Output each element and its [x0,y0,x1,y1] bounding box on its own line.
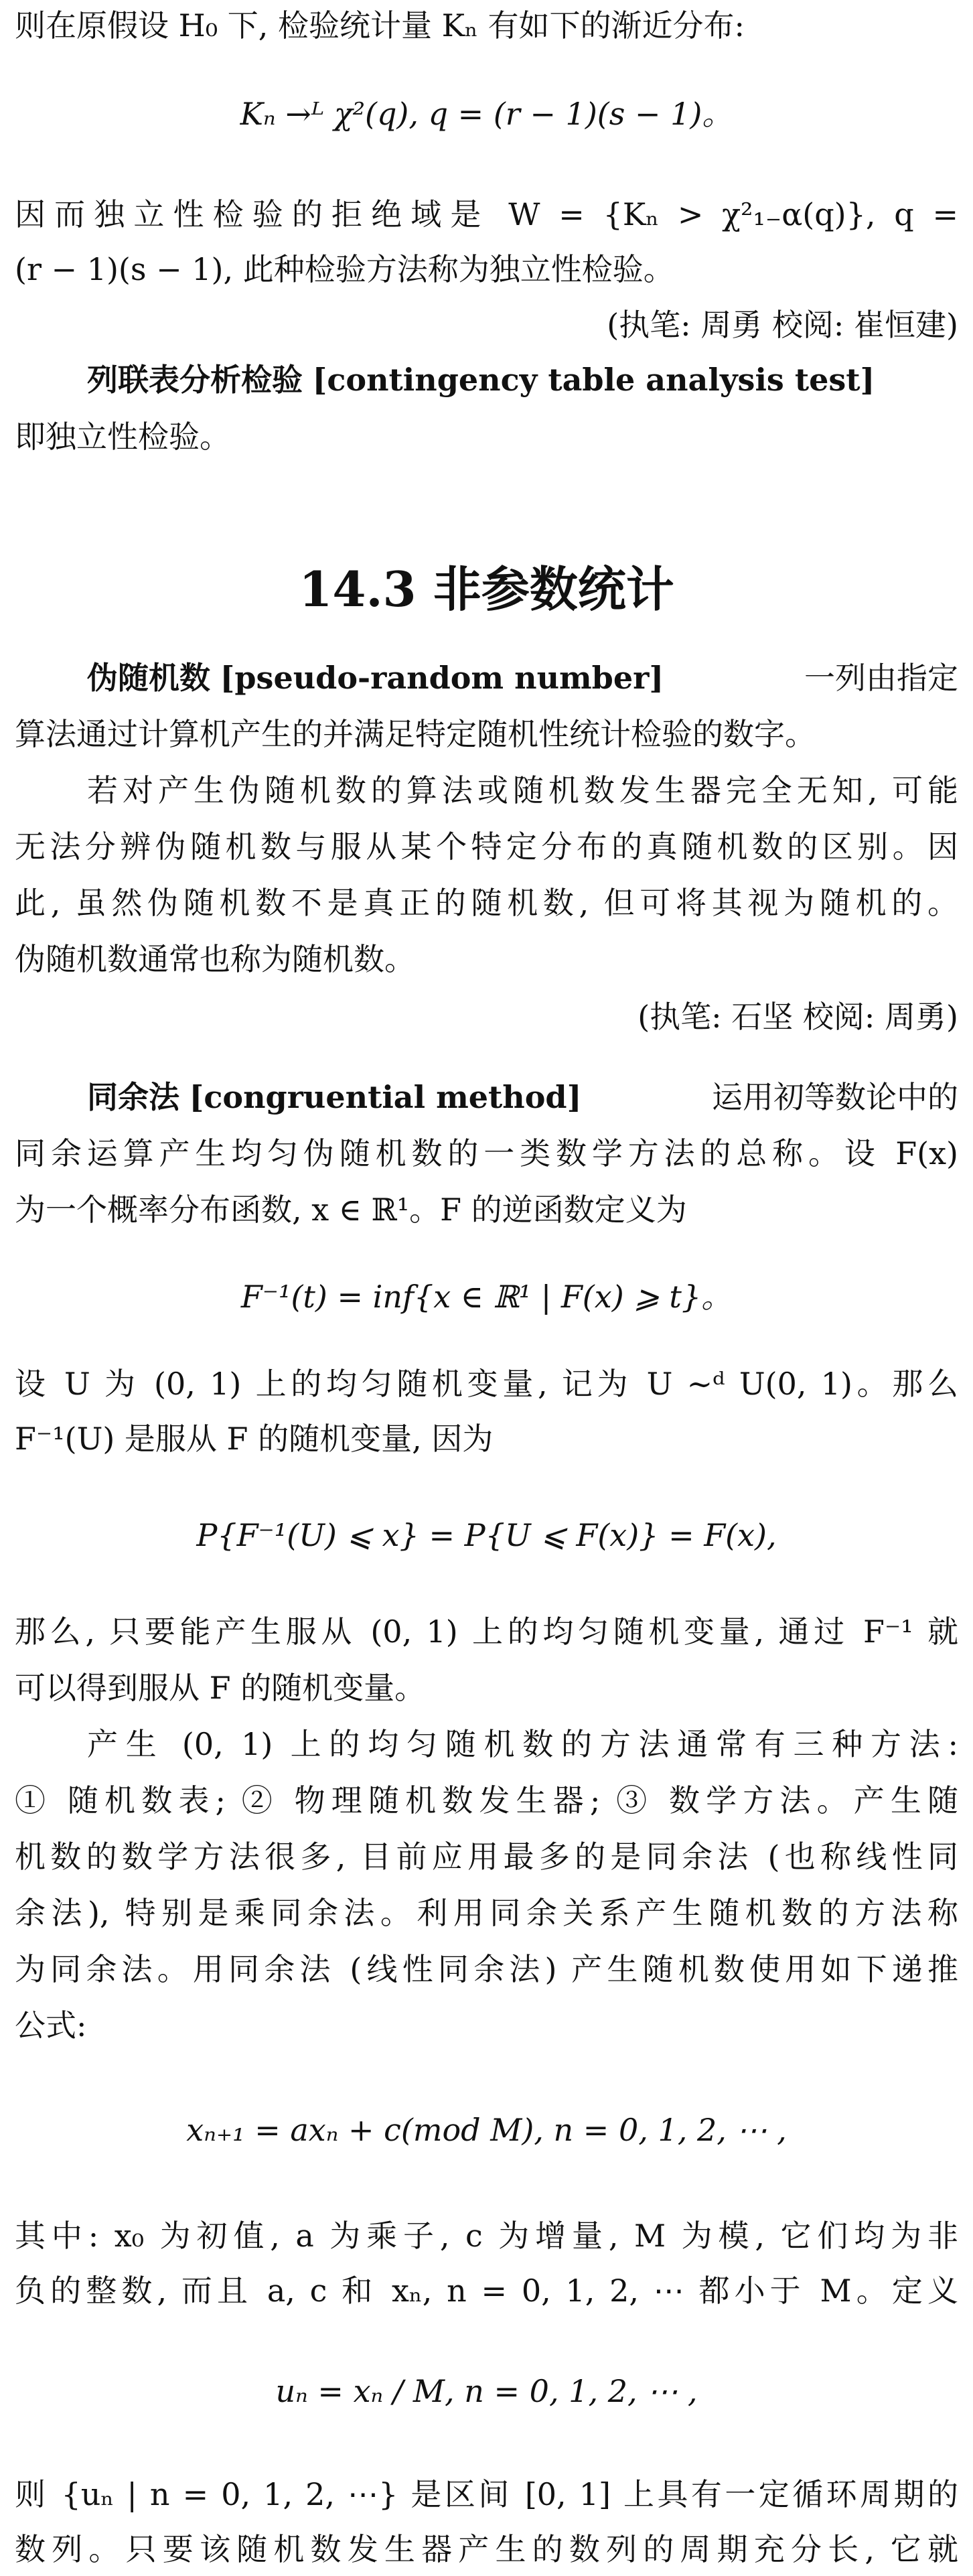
text-line: 则 {uₙ | n = 0, 1, 2, ⋯} 是区间 [0, 1] 上具有一定循环周期的 [15,2476,958,2512]
text-line: 为一个概率分布函数, x ∈ ℝ¹。F 的逆函数定义为 [15,1192,687,1228]
text-line: 公式: [15,2007,87,2044]
author-credit: (执笔: 周勇 校阅: 崔恒建) [607,307,958,343]
author-credit: (执笔: 石坚 校阅: 周勇) [638,999,958,1035]
text-line: 那么, 只要能产生服从 (0, 1) 上的均匀随机变量, 通过 F⁻¹ 就 [15,1614,958,1650]
text-line: (r − 1)(s − 1), 此种检验方法称为独立性检验。 [15,251,674,287]
text-line: 若对产生伪随机数的算法或随机数发生器完全无知, 可能 [87,772,958,808]
entry-english: [pseudo-random number] [220,660,664,696]
entry-term: 伪随机数 [87,660,210,696]
entry-heading [15,658,958,698]
text-line: 机数的数学方法很多, 目前应用最多的是同余法 (也称线性同 [15,1839,958,1875]
text-line: 余法), 特别是乘同余法。利用同余关系产生随机数的方法称 [15,1895,958,1931]
text-line: 可以得到服从 F 的随机变量。 [15,1670,426,1706]
text-line: ① 随机数表; ② 物理随机数发生器; ③ 数学方法。产生随 [15,1782,958,1818]
text-line: 此, 虽然伪随机数不是真正的随机数, 但可将其视为随机的。 [15,885,958,921]
section-title: 14.3 非参数统计 [299,561,674,618]
entry-text: 一列由指定 [804,660,958,696]
entry-term: 列联表分析检验 [87,362,303,398]
text-line: 算法通过计算机产生的并满足特定随机性统计检验的数字。 [15,716,816,752]
entry-heading [15,1077,958,1117]
formula-normalize: uₙ = xₙ / M, n = 0, 1, 2, ⋯ , [275,2373,698,2409]
text-line: 则在原假设 H₀ 下, 检验统计量 Kₙ 有如下的渐近分布: [15,7,745,44]
formula-recurrence: xₙ₊₁ = axₙ + c(mod M), n = 0, 1, 2, ⋯ , [186,2112,787,2148]
text-line: 产生 (0, 1) 上的均匀随机数的方法通常有三种方法: [87,1726,958,1762]
text-line: 同余运算产生均匀伪随机数的一类数学方法的总称。设 F(x) [15,1135,958,1171]
entry-heading [15,360,958,400]
text-line: F⁻¹(U) 是服从 F 的随机变量, 因为 [15,1421,494,1457]
text-line: 为同余法。用同余法 (线性同余法) 产生随机数使用如下递推 [15,1951,958,1987]
formula-probability: P{F⁻¹(U) ⩽ x} = P{U ⩽ F(x)} = F(x), [196,1517,777,1553]
text-line: 即独立性检验。 [15,419,230,455]
text-line: 因而独立性检验的拒绝域是 W = {Kₙ > χ²₁₋α(q)}, q = [15,196,958,232]
text-line: 负的整数, 而且 a, c 和 xₙ, n = 0, 1, 2, ⋯ 都小于 M。定义 [15,2273,958,2309]
text-line: 伪随机数通常也称为随机数。 [15,941,415,977]
entry-english: [contingency table analysis test] [312,362,875,398]
text-line: 其中: x₀ 为初值, a 为乘子, c 为增量, M 为模, 它们均为非 [15,2218,958,2254]
entry-english: [congruential method] [189,1079,582,1115]
text-line: 设 U 为 (0, 1) 上的均匀随机变量, 记为 U ∼ᵈ U(0, 1)。那么 [15,1366,958,1402]
entry-text: 运用初等数论中的 [712,1079,958,1115]
text-line: 数列。只要该随机数发生器产生的数列的周期充分长, 它就 [15,2531,958,2567]
text-line: 无法分辨伪随机数与服从某个特定分布的真随机数的区别。因 [15,829,958,865]
entry-term: 同余法 [87,1079,179,1115]
formula-asymptotic: Kₙ →ᴸ χ²(q), q = (r − 1)(s − 1)。 [240,96,733,132]
formula-inverse: F⁻¹(t) = inf{x ∈ ℝ¹ | F(x) ⩾ t}。 [240,1279,733,1315]
